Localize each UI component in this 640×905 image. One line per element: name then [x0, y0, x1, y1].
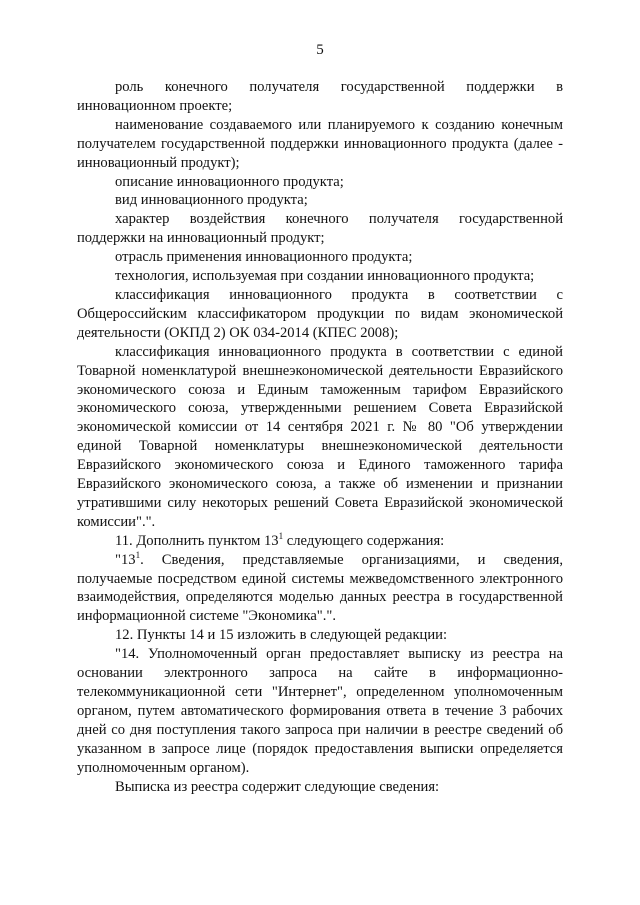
paragraph-impact-character: характер воздействия конечного получателя государственной поддержки на инновационный продукт; — [77, 211, 563, 247]
item-13-1-text-after: . Сведения, представляемые организациями, и сведения, получаемые посредством единой системы межведомственного электронного взаимодействия, определяются моделью данных реестра в государственной информационной системе "Экономика".". — [77, 551, 563, 625]
paragraph-application-industry: отрасль применения инновационного продукта; — [115, 249, 413, 266]
page-number: 5 — [316, 42, 324, 58]
paragraph-product-name: наименование создаваемого или планируемого к созданию конечным получателем государственной поддержки инновационного продукта (далее - инновационный продукт); — [77, 116, 563, 171]
paragraph-tnved-classification: классификация инновационного продукта в соответствии с единой Товарной номенклатурой внешнеэкономической деятельности Евразийского экономического союза и Единым таможенным тарифом Евразийского экономического союза, утвержденными решением Совета Евразийской экономической комиссии от 14 сентября 2021 г. № 80 "Об утверждении единой Товарной номенклатуры внешнеэкономической деятельности Евразийского экономического союза и Единого таможенного тарифа Евразийского экономического союза, а также об изменении и признании утратившими силу некоторых решений Совета Евразийской экономической комиссии".". — [77, 343, 563, 530]
paragraph-item-12: 12. Пункты 14 и 15 изложить в следующей редакции: — [115, 627, 448, 644]
paragraph-item-13-1 — [77, 551, 563, 627]
item-11-text-before: 11. Дополнить пунктом 13 — [115, 532, 279, 549]
item-11-text-after: следующего содержания: — [283, 532, 445, 549]
paragraph-item-11 — [77, 532, 563, 551]
item-13-1-superscript: 1 — [135, 549, 141, 560]
paragraph-extract-contents: Выписка из реестра содержит следующие сведения: — [115, 778, 440, 795]
paragraph-okpd-classification: классификация инновационного продукта в соответствии с Общероссийским классификатором продукции по видам экономической деятельности (ОКПД 2) ОК 034-2014 (КПЕС 2008); — [77, 286, 563, 341]
paragraph-product-type: вид инновационного продукта; — [115, 192, 308, 209]
item-13-1-text-before: "13 — [115, 551, 136, 568]
paragraph-item-14: "14. Уполномоченный орган предоставляет выписку из реестра на основании электронного запроса на сайте в информационно-телекоммуникационной сети "Интернет", определенном уполномоченным органом, путем автоматического формирования ответа в течение 3 рабочих дней со дня поступления такого запроса при наличии в реестре сведений об указанном в запросе лице (порядок предоставления выписки определяется уполномоченным органом). — [77, 646, 563, 776]
paragraph-recipient-role: роль конечного получателя государственной поддержки в инновационном проекте; — [77, 79, 563, 114]
item-11-superscript: 1 — [278, 530, 284, 541]
document-body — [77, 78, 563, 796]
paragraph-technology: технология, используемая при создании инновационного продукта; — [115, 268, 535, 285]
paragraph-product-description: описание инновационного продукта; — [115, 173, 344, 190]
